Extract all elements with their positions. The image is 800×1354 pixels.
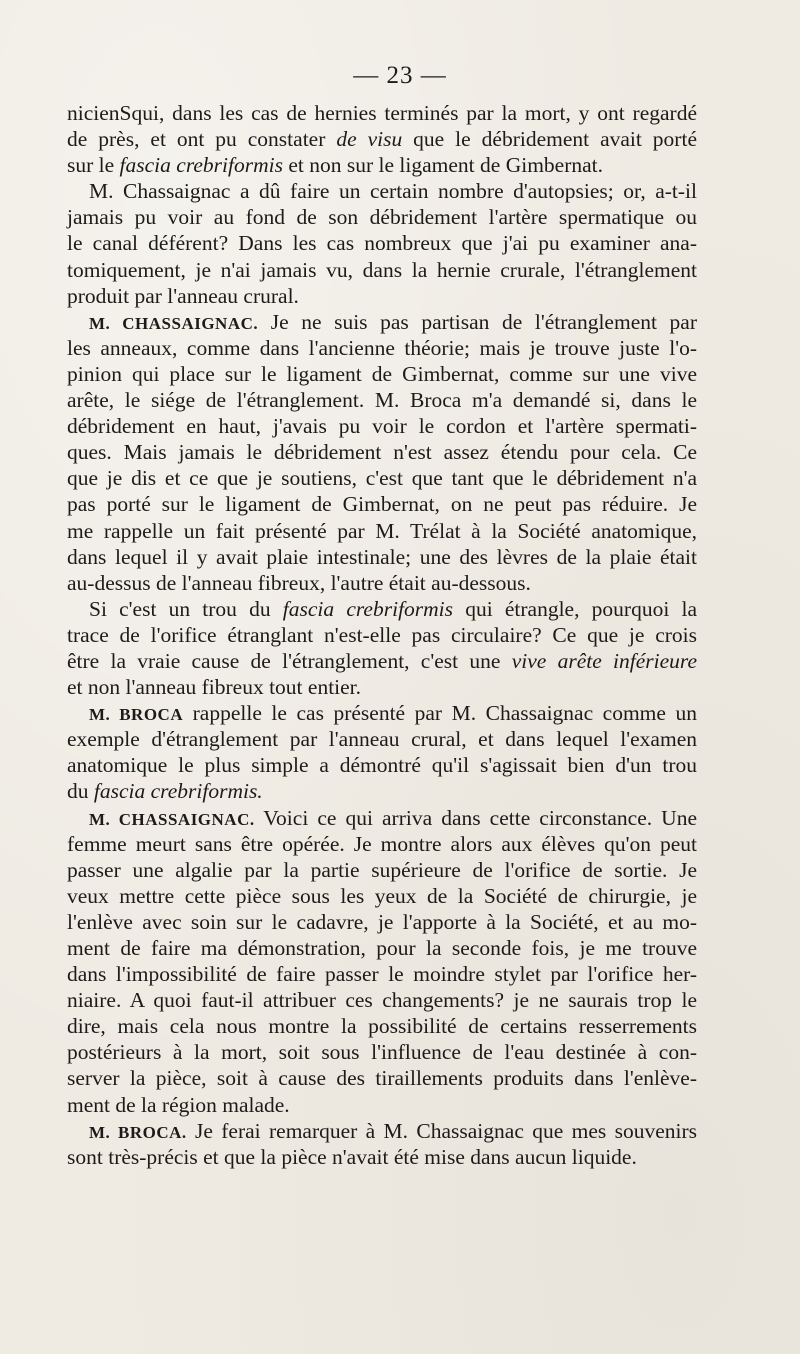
text-run: ques. Mais jamais le débridement n'est assez étendu pour cela. Ce xyxy=(67,440,697,465)
speaker-name: M. BROCA xyxy=(89,705,184,725)
text-run: ment de faire ma démonstration, pour la seconde fois, je me trouve xyxy=(67,936,697,960)
text-run: que je dis et ce que je soutiens, c'est que tant que le débridement n'a xyxy=(67,466,697,491)
text-line xyxy=(67,674,697,700)
text-line xyxy=(67,700,697,726)
page-number: — 23 — xyxy=(353,62,447,89)
text-run: postérieurs à la mort, soit sous l'influence de l'eau destinée à con- xyxy=(67,1040,697,1065)
text-run: Je ne suis pas partisan de l'étranglement par xyxy=(258,309,697,334)
text-line xyxy=(67,883,697,909)
text-run: et non sur le ligament de Gimbernat. xyxy=(282,153,604,178)
text-line xyxy=(67,909,697,935)
body-text xyxy=(67,100,697,1170)
text-run: femme meurt sans être opérée. Je montre alors aux élèves qu'on peut xyxy=(67,831,697,856)
text-run: exemple d'étranglement par l'anneau crural, et dans lequel l'examen xyxy=(67,727,697,752)
text-run: server la pièce, soit à cause des tiraillements produits dans l'enlève- xyxy=(67,1066,697,1091)
text-run: l'enlève avec soin sur le cadavre, je l'apporte à la Société, et au mo- xyxy=(67,909,697,934)
text-line xyxy=(67,387,697,413)
text-run: M. Chassaignac a dû faire un certain nombre d'autopsies; or, a-t-il xyxy=(89,179,697,204)
text-line xyxy=(67,204,697,230)
text-line xyxy=(67,570,697,596)
text-line xyxy=(67,544,697,570)
text-line xyxy=(67,1144,697,1170)
text-run: de près, et ont pu constater xyxy=(67,127,337,152)
text-line xyxy=(67,439,697,465)
text-line xyxy=(67,413,697,439)
text-line xyxy=(67,335,697,361)
text-line xyxy=(67,1092,697,1118)
text-line xyxy=(67,778,697,804)
speaker-name: M. CHASSAIGNAC. xyxy=(89,809,255,829)
text-line xyxy=(67,622,697,648)
text-line xyxy=(67,230,697,256)
text-run: le canal déférent? Dans les cas nombreux que j'ai pu examiner ana- xyxy=(67,231,697,256)
text-line xyxy=(67,805,697,831)
text-run: arête, le siége de l'étranglement. M. Broca m'a demandé si, dans le xyxy=(67,388,697,413)
text-run: sur le xyxy=(67,153,120,178)
text-line xyxy=(67,465,697,491)
text-run: Si c'est un trou du xyxy=(89,596,283,621)
text-line xyxy=(67,491,697,517)
text-run: jamais pu voir au fond de son débridement l'artère spermatique ou xyxy=(67,205,697,230)
text-run: nicienSqui, dans les cas de hernies terminés par la mort, y ont regardé xyxy=(67,101,697,125)
text-run: Voici ce qui arriva dans cette circonstance. Une xyxy=(254,805,697,830)
text-run: produit par l'anneau crural. xyxy=(67,283,299,308)
italic-text: vive arête inférieure xyxy=(511,648,698,673)
text-run: que le débridement avait porté xyxy=(402,127,697,152)
text-run: débridement en haut, j'avais pu voir le cordon et l'artère spermati- xyxy=(67,414,697,439)
text-run: tomiquement, je n'ai jamais vu, dans la hernie crurale, l'étranglement xyxy=(67,257,697,282)
text-run: pas porté sur le ligament de Gimbernat, on ne peut pas réduire. Je xyxy=(67,492,697,517)
text-line xyxy=(67,1013,697,1039)
text-run: rappelle le cas présenté par M. Chassaignac comme un xyxy=(183,701,697,726)
text-run: pinion qui place sur le ligament de Gimbernat, comme sur une vive xyxy=(67,361,697,386)
text-line xyxy=(67,987,697,1013)
text-run: anatomique le plus simple a démontré qu'il s'agissait bien d'un trou xyxy=(67,753,697,778)
text-run: dans l'impossibilité de faire passer le moindre stylet par l'orifice her- xyxy=(67,962,697,987)
text-line xyxy=(67,126,697,152)
speaker-name: M. CHASSAIGNAC. xyxy=(89,313,259,333)
text-line xyxy=(67,1065,697,1091)
italic-text: de visu xyxy=(336,127,403,152)
text-run: être la vraie cause de l'étranglement, c'est une xyxy=(67,648,512,673)
text-line xyxy=(67,178,697,204)
text-run: ment de la région malade. xyxy=(67,1092,290,1117)
italic-text: fascia crebriformis xyxy=(282,596,454,621)
text-line xyxy=(67,648,697,674)
text-run: sont très-précis et que la pièce n'avait été mise dans aucun liquide. xyxy=(67,1144,637,1169)
text-line xyxy=(67,1118,697,1144)
text-run: niaire. A quoi faut-il attribuer ces changements? je ne saurais trop le xyxy=(67,988,697,1013)
text-run: veux mettre cette pièce sous les yeux de la Société de chirurgie, je xyxy=(67,883,697,908)
text-line xyxy=(67,857,697,883)
text-line xyxy=(67,152,697,178)
text-run: qui étrangle, pourquoi la xyxy=(453,596,697,621)
italic-text: fascia crebriformis xyxy=(119,153,283,178)
text-line xyxy=(67,309,697,335)
text-run: trace de l'orifice étranglant n'est-elle pas circulaire? Ce que je crois xyxy=(67,622,697,647)
text-line xyxy=(67,1039,697,1065)
text-run: me rappelle un fait présenté par M. Trélat à la Société anatomique, xyxy=(67,518,697,543)
text-line xyxy=(67,752,697,778)
text-line xyxy=(67,283,697,309)
text-run: les anneaux, comme dans l'ancienne théorie; mais je trouve juste l'o- xyxy=(67,335,697,360)
text-run: dire, mais cela nous montre la possibilité de certains resserrements xyxy=(67,1014,697,1039)
text-run: et non l'anneau fibreux tout entier. xyxy=(67,675,362,700)
text-run: Je ferai remarquer à M. Chassaignac que mes souvenirs xyxy=(186,1118,697,1143)
text-run: passer une algalie par la partie supérieure de l'orifice de sortie. Je xyxy=(67,857,697,882)
text-line xyxy=(67,596,697,622)
text-line xyxy=(67,518,697,544)
italic-text: fascia crebriformis. xyxy=(93,779,263,804)
text-line xyxy=(67,961,697,987)
text-line xyxy=(67,361,697,387)
text-line xyxy=(67,726,697,752)
text-line xyxy=(67,257,697,283)
text-run: dans lequel il y avait plaie intestinale; une des lèvres de la plaie était xyxy=(67,544,697,569)
text-run: au-dessus de l'anneau fibreux, l'autre était au-dessous. xyxy=(67,570,531,595)
text-line xyxy=(67,100,697,126)
text-line xyxy=(67,831,697,857)
speaker-name: M. BROCA. xyxy=(89,1122,187,1142)
text-run: du xyxy=(67,779,94,804)
text-line xyxy=(67,935,697,961)
